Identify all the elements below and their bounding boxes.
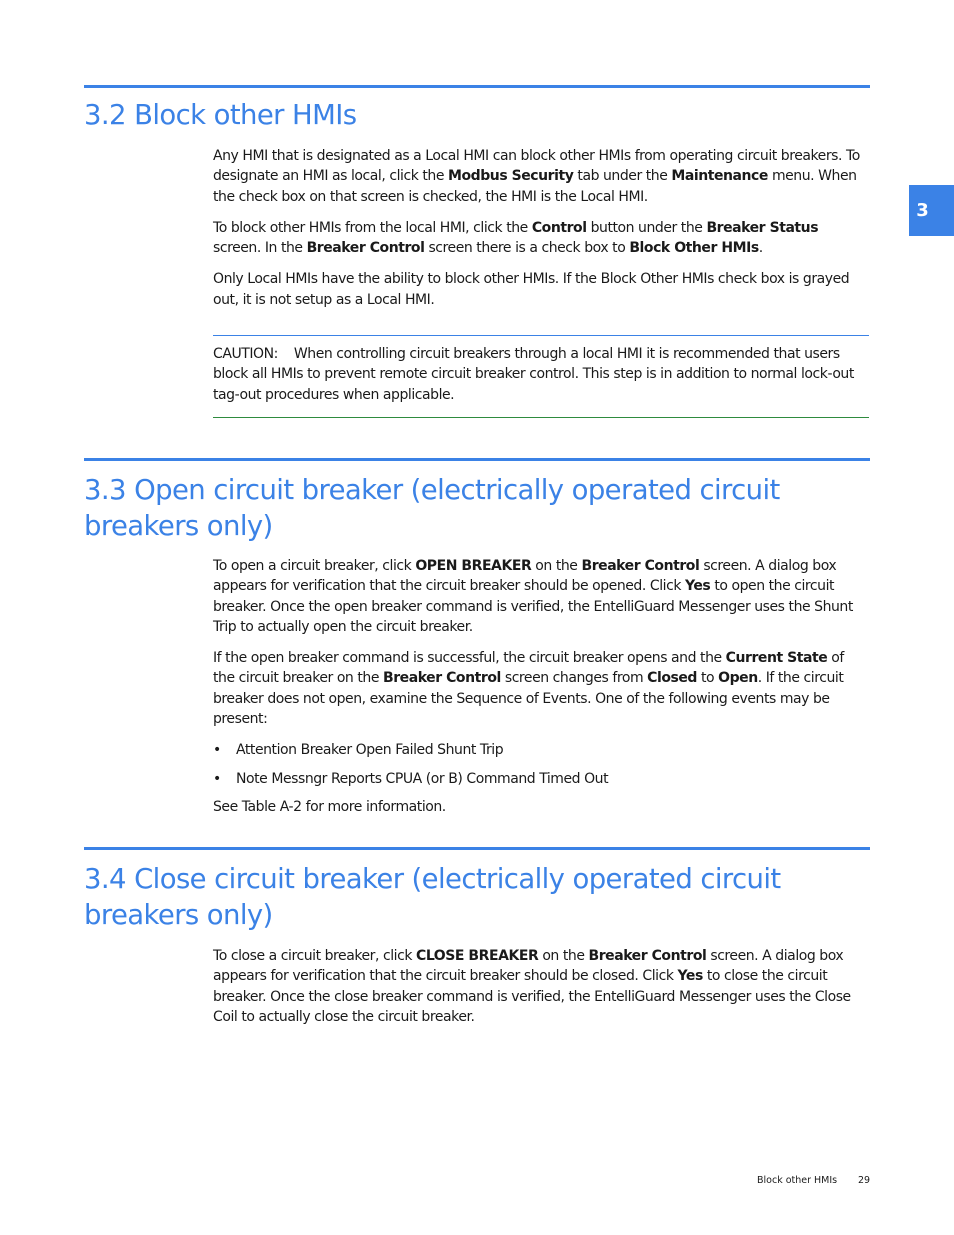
bullet-icon: • <box>213 770 221 787</box>
footer-page-number: 29 <box>858 1175 871 1186</box>
paragraph: See Table A-2 for more information. <box>213 798 446 815</box>
paragraph: If the open breaker command is successful, the circuit breaker opens and the Current State of the circuit breaker on the Breaker Control screen changes from Closed to Open. If the circuit breaker does not open, examine the Sequence of Events. One of the following events may be present: <box>213 650 844 728</box>
section-body-3-2 <box>213 146 869 321</box>
caution-label: CAUTION: <box>213 346 278 362</box>
bullet-icon: • <box>213 742 221 759</box>
emphasis-term: Breaker Status <box>706 219 819 236</box>
section-rule <box>84 85 870 88</box>
emphasis-term: CLOSE BREAKER <box>416 948 539 964</box>
chapter-tab <box>909 185 954 236</box>
paragraph: To close a circuit breaker, click CLOSE BREAKER on the Breaker Control screen. A dialog box appears for verification that the circuit breaker should be closed. Click Yes to close the circuit breaker. Once the close breaker command is verified, the EntelliGuard Messenger uses the Close Coil to actually close the circuit breaker. <box>213 948 851 1025</box>
section-body-3-4 <box>213 946 869 1038</box>
emphasis-term: Block Other HMIs <box>629 240 759 257</box>
caution-text: When controlling circuit breakers through a local HMI it is recommended that users block all HMIs to prevent remote circuit breaker control. This step is in addition to normal lock-out tag-out procedures when applicable. <box>213 346 854 403</box>
section-title-3-2: 3.2 Block other HMIs <box>84 99 357 131</box>
paragraph: Only Local HMIs have the ability to block other HMIs. If the Block Other HMIs check box is grayed out, it is not setup as a Local HMI. <box>213 271 850 308</box>
section-title-3-3: 3.3 Open circuit breaker (electrically operated circuit breakers only) <box>84 474 780 542</box>
event-list <box>213 740 869 789</box>
emphasis-term: Breaker Control <box>382 670 501 687</box>
caution-box <box>213 335 869 418</box>
emphasis-term: Current State <box>725 650 828 667</box>
paragraph: To block other HMIs from the local HMI, click the Control button under the Breaker Status screen. In the Breaker Control screen there is a check box to Block Other HMIs. <box>213 219 819 257</box>
emphasis-term: Breaker Control <box>588 948 707 964</box>
section-rule <box>84 458 870 461</box>
emphasis-term: Yes <box>684 578 711 595</box>
emphasis-term: Closed <box>647 670 697 687</box>
emphasis-term: Breaker Control <box>306 240 425 257</box>
section-title-3-4: 3.4 Close circuit breaker (electrically operated circuit breakers only) <box>84 863 781 931</box>
emphasis-term: Modbus Security <box>448 168 574 185</box>
paragraph: Any HMI that is designated as a Local HMI can block other HMIs from operating circuit breakers. To designate an HMI as local, click the Modbus Security tab under the Maintenance menu. When the check box on that screen is checked, the HMI is the Local HMI. <box>213 148 860 205</box>
list-item: • Note Messngr Reports CPUA (or B) Command Timed Out <box>213 769 869 789</box>
emphasis-term: OPEN BREAKER <box>415 558 532 574</box>
list-item: • Attention Breaker Open Failed Shunt Trip <box>213 740 869 760</box>
section-rule <box>84 847 870 850</box>
emphasis-term: Maintenance <box>671 168 768 185</box>
emphasis-term: Yes <box>677 968 703 985</box>
emphasis-term: Control <box>531 219 587 236</box>
paragraph: To open a circuit breaker, click OPEN BREAKER on the Breaker Control screen. A dialog box appears for verification that the circuit breaker should be opened. Click Yes to open the circuit breaker. Once the open breaker command is verified, the EntelliGuard Messenger uses the Shunt Trip to actually open the circuit breaker. <box>213 558 853 635</box>
emphasis-term: Breaker Control <box>581 558 700 574</box>
section-body-3-3 <box>213 556 869 828</box>
emphasis-term: Open <box>718 670 758 687</box>
chapter-number: 3 <box>916 200 929 221</box>
footer-section-name: Block other HMIs <box>757 1175 838 1186</box>
